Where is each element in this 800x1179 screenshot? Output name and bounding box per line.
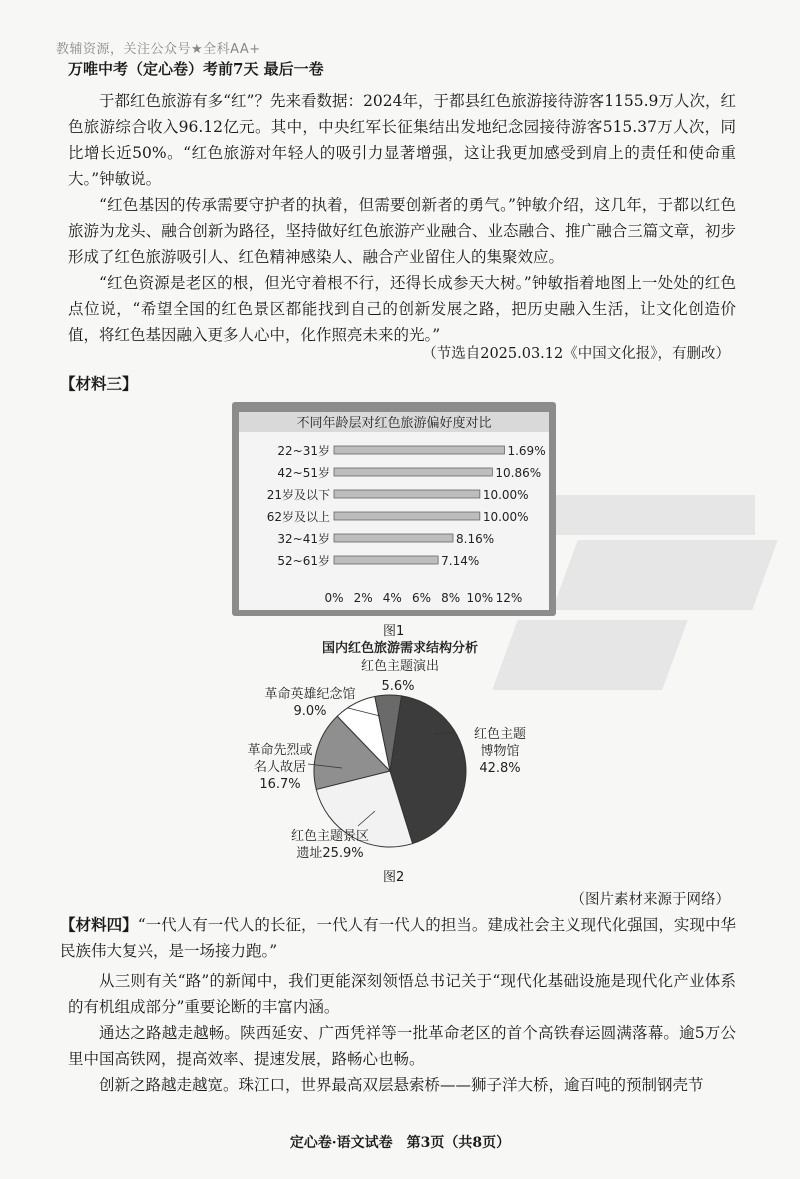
bar-value-label: 1.69% — [507, 444, 546, 458]
paragraph: 创新之路越走越宽。珠江口，世界最高双层悬索桥——狮子洋大桥，逾百吨的预制钢壳节 — [99, 1076, 704, 1094]
bar-value-label: 10.86% — [495, 466, 542, 480]
source-citation: （节选自2025.03.12《中国文化报》，有删改） — [422, 346, 730, 362]
pie-value-label: 42.8% — [479, 761, 521, 776]
paragraph: 于都红色旅游有多“红”？先来看数据：2024年，于都县红色旅游接待游客1155.9万人次，红色旅游综合收入96.12亿元。其中，中央红军长征集结出发地纪念园接待游客515.37万人次，同比增长近50%。“红色旅游对年轻人的吸引力显著增强，这让我更加感受到肩上的责任和使命重大。”钟敏说。 — [68, 92, 736, 188]
pie-chart — [230, 636, 570, 866]
pie-value-label: 16.7% — [259, 777, 301, 792]
pie-value-label: 遗址25.9% — [296, 846, 364, 861]
pie-title: 国内红色旅游需求结构分析 — [321, 641, 479, 656]
bar-category-label: 42~51岁 — [277, 466, 330, 480]
pie-slice-label: 博物馆 — [480, 744, 520, 759]
pie-value-label: 5.6% — [381, 679, 415, 694]
chart-title: 不同年龄层对红色旅游偏好度对比 — [296, 416, 492, 431]
bar-category-label: 22~31岁 — [277, 444, 330, 458]
bar-category-label: 62岁及以上 — [266, 510, 330, 524]
x-tick-label: 6% — [411, 591, 432, 605]
exam-header: 万唯中考（定心卷）考前7天 最后一卷 — [68, 60, 324, 78]
material4-text: “一代人有一代人的长征，一代人有一代人的担当。建成社会主义现代化强国，实现中华民族伟大复兴，是一场接力跑。” — [60, 916, 736, 960]
bar-chart — [239, 412, 549, 610]
figure1-caption: 图1 — [383, 624, 405, 639]
pie-slice-label: 革命先烈或 — [247, 743, 313, 758]
paragraph: 从三则有关“路”的新闻中，我们更能深刻领悟总书记关于“现代化基础设施是现代化产业体系的有机组成部分”重要论断的丰富内涵。 — [68, 972, 736, 1016]
material3-label: 【材料三】 — [60, 374, 138, 393]
x-tick-label: 10% — [466, 591, 494, 605]
x-tick-label: 8% — [441, 591, 461, 605]
paragraph: “红色资源是老区的根，但光守着根不行，还得长成参天大树。”钟敏指着地图上一处处的红色点位说，“希望全国的红色景区都能找到自己的创新发展之路，把历史融入生活，让文化创造价值，将红色基因融入更多人心中，化作照亮未来的光。” — [68, 274, 736, 344]
bar-value-label: 10.00% — [482, 510, 529, 524]
pie-slice-label: 红色主题 — [473, 727, 527, 742]
bar-value-label: 7.14% — [441, 554, 480, 568]
paragraph: “红色基因的传承需要守护者的执着，但需要创新者的勇气。”钟敏介绍，这几年，于都以红色旅游为龙头、融合创新为路径，坚持做好红色旅游产业融合、业态融合、推广融合三篇文章，初步形成了红色旅游吸引人、红色精神感染人、融合产业留住人的集聚效应。 — [68, 196, 736, 266]
material4-paragraph — [60, 912, 736, 964]
x-tick-label: 2% — [353, 591, 373, 605]
bar — [334, 556, 438, 564]
bar-value-label: 10.00% — [482, 488, 529, 502]
pie-slice-label: 名人故居 — [253, 760, 307, 775]
pie-slice-label: 红色主题演出 — [360, 659, 440, 674]
pie-slice-label: 红色主题景区 — [290, 829, 370, 844]
page-footer: 定心卷·语文试卷 第3页（共8页） — [289, 1135, 511, 1151]
pie-slice-label: 革命英雄纪念馆 — [264, 687, 356, 702]
bar — [334, 512, 480, 520]
bar-category-label: 32~41岁 — [277, 532, 330, 546]
figure2-caption: 图2 — [383, 870, 405, 885]
bar-category-label: 52~61岁 — [277, 554, 330, 568]
bar-chart-frame — [232, 402, 556, 616]
material4-label: 【材料四】 — [60, 915, 138, 934]
x-tick-label: 4% — [382, 591, 402, 605]
bar — [334, 534, 453, 542]
background-watermark-shape — [552, 540, 777, 610]
bar-chart-panel — [239, 412, 549, 610]
image-source-note: （图片素材来源于网络） — [570, 892, 730, 908]
bar — [334, 446, 504, 454]
paragraph: 通达之路越走越畅。陕西延安、广西凭祥等一批革命老区的首个高铁春运圆满落幕。逾5万公里中国高铁网，提高效率、提速发展，路畅心也畅。 — [68, 1024, 736, 1068]
x-tick-label: 0% — [324, 591, 344, 605]
bar-category-label: 21岁及以下 — [266, 488, 330, 502]
pie-value-label: 9.0% — [293, 704, 327, 719]
top-watermark-text: 教辅资源，关注公众号★全科AA+ — [56, 42, 261, 57]
bar — [334, 490, 480, 498]
bar-value-label: 8.16% — [456, 532, 495, 546]
bar — [334, 468, 492, 476]
x-tick-label: 12% — [495, 591, 523, 605]
